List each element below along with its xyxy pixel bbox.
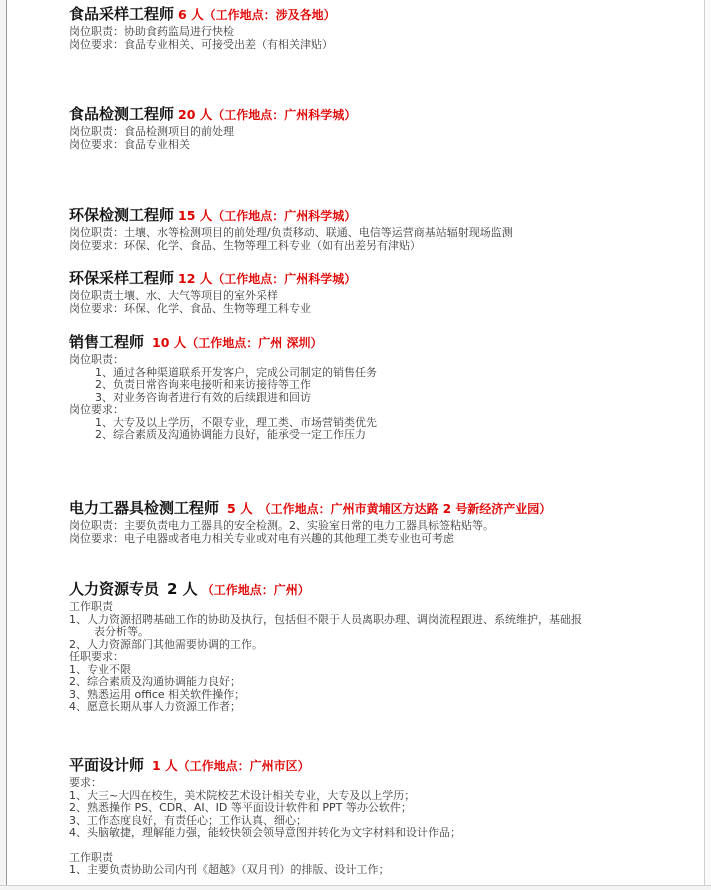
job-requirement-item: 3、熟悉运用 office 相关软件操作； <box>69 687 246 701</box>
job-title <box>69 203 689 227</box>
job-name: 环保采样工程师 <box>69 269 175 287</box>
job-requirement-item: 2、综合素质及沟通协调能力良好； <box>69 675 241 688</box>
job-graphic-designer <box>69 753 689 877</box>
job-name: 食品采样工程师 <box>69 5 175 23</box>
job-duty: 岗位职责：土壤、水等检测项目的前处理/负责移动、联通、电信等运营商基站辐射现场监测 <box>69 226 513 239</box>
job-location: （工作地点：广州科学城） <box>212 272 357 286</box>
job-title <box>69 753 689 777</box>
job-food-testing-engineer <box>69 102 689 151</box>
job-duty: 岗位职责：食品检测项目的前处理 <box>69 125 234 138</box>
job-duty-item: 2、负责日常咨询来电接听和来访接待等工作 <box>95 378 311 391</box>
job-hr-specialist <box>69 577 689 714</box>
job-location: （工作地点：广州科学城） <box>212 209 357 223</box>
job-name: 电力工器具检测工程师 <box>69 499 220 517</box>
job-requirement: 岗位要求：环保、化学、食品、生物等理工科专业（如有出差另有津贴） <box>69 238 421 252</box>
job-requirement-item: 1、大三~大四在校生，美术院校艺术设计相关专业，大专及以上学历； <box>69 788 416 802</box>
job-food-sampling-engineer <box>69 2 689 51</box>
job-requirement-item: 2、综合素质及沟通协调能力良好，能承受一定工作压力 <box>95 428 366 441</box>
bottom-window-border <box>0 885 711 890</box>
job-title <box>69 496 689 520</box>
job-duty-item: 1、主要负责协助公司内刊《超越》（双月刊）的排版、设计工作； <box>69 863 390 876</box>
job-title <box>69 266 689 290</box>
right-window-border <box>704 0 711 890</box>
job-requirement-item: 4、愿意长期从事人力资源工作者； <box>69 700 241 713</box>
job-duty-heading: 工作职责 <box>69 600 113 613</box>
job-headcount: 10 人 <box>152 335 187 350</box>
job-location: （工作地点：广州科学城） <box>212 108 357 122</box>
job-headcount: 15 人 <box>178 208 213 223</box>
job-headcount: 2 人 <box>167 580 198 598</box>
job-location: （工作地点：涉及各地） <box>203 8 336 22</box>
job-duty-item: 1、通过各种渠道联系开发客户，完成公司制定的销售任务 <box>95 365 377 379</box>
job-requirement: 岗位要求：食品专业相关 <box>69 137 190 151</box>
job-title <box>69 330 689 354</box>
job-sales-engineer <box>69 330 689 442</box>
job-duty-heading: 工作职责 <box>69 850 113 864</box>
job-headcount: 20 人 <box>178 107 213 122</box>
job-name: 人力资源专员 <box>69 580 160 598</box>
blank-line <box>69 840 689 852</box>
job-headcount: 5 人 <box>227 501 253 516</box>
job-headcount: 12 人 <box>178 271 213 286</box>
job-headcount: 6 人 <box>178 7 204 22</box>
job-location: （工作地点：广州 深圳） <box>186 336 323 350</box>
job-duty-item: 3、对业务咨询者进行有效的后续跟进和回访 <box>95 390 311 404</box>
job-location: （工作地点：广州） <box>201 583 310 597</box>
job-duty-item: 2、人力资源部门其他需要协调的工作。 <box>69 637 263 651</box>
job-title <box>69 577 689 601</box>
job-requirement-item: 2、熟悉操作 PS、CDR、AI、ID 等平面设计软件和 PPT 等办公软件； <box>69 801 412 814</box>
job-requirement: 岗位要求：电子电器或者电力相关专业或对电有兴趣的其他理工类专业也可考虑 <box>69 531 454 545</box>
job-title <box>69 2 689 26</box>
job-env-testing-engineer <box>69 203 689 252</box>
job-title <box>69 102 689 126</box>
job-name: 环保检测工程师 <box>69 206 175 224</box>
job-requirement-item: 1、大专及以上学历，不限专业，理工类、市场营销类优先 <box>95 415 377 429</box>
job-duty: 岗位职责土壤、水、大气等项目的室外采样 <box>69 289 278 302</box>
left-window-border <box>0 0 7 890</box>
job-requirement-heading: 任职要求： <box>69 650 124 663</box>
job-requirement-heading: 要求： <box>69 776 102 789</box>
job-requirement: 岗位要求：食品专业相关、可接受出差（有相关津贴） <box>69 37 333 51</box>
job-requirement-item: 3、工作态度良好，有责任心；工作认真、细心； <box>69 813 307 827</box>
job-name: 销售工程师 <box>69 333 145 351</box>
job-env-sampling-engineer <box>69 266 689 315</box>
job-name: 食品检测工程师 <box>69 105 175 123</box>
job-name: 平面设计师 <box>69 756 145 774</box>
job-requirement-item: 1、专业不限 <box>69 662 131 676</box>
job-duty: 岗位职责：主要负责电力工器具的安全检测。2、实验室日常的电力工器具标签粘贴等。 <box>69 519 494 532</box>
job-requirement-item: 4、头脑敏捷，理解能力强，能较快领会领导意图并转化为文字材料和设计作品； <box>69 826 461 839</box>
job-power-tools-testing-engineer <box>69 496 689 545</box>
job-location: （工作地点：广州市区） <box>177 759 310 773</box>
job-location: （工作地点：广州市黄埔区方达路 2 号新经济产业园） <box>258 502 552 516</box>
job-duty-item-continued: 表分析等。 <box>94 625 149 638</box>
job-duty-item: 1、人力资源招聘基础工作的协助及执行，包括但不限于人员离职办理、调岗流程跟进、系统维护，基础报 <box>69 612 582 626</box>
job-headcount: 1 人 <box>152 758 178 773</box>
job-requirement: 岗位要求：环保、化学、食品、生物等理工科专业 <box>69 301 311 315</box>
job-duty: 岗位职责：协助食药监局进行快检 <box>69 25 234 38</box>
job-duty-heading: 岗位职责： <box>69 353 124 366</box>
job-requirement-heading: 岗位要求： <box>69 403 124 416</box>
